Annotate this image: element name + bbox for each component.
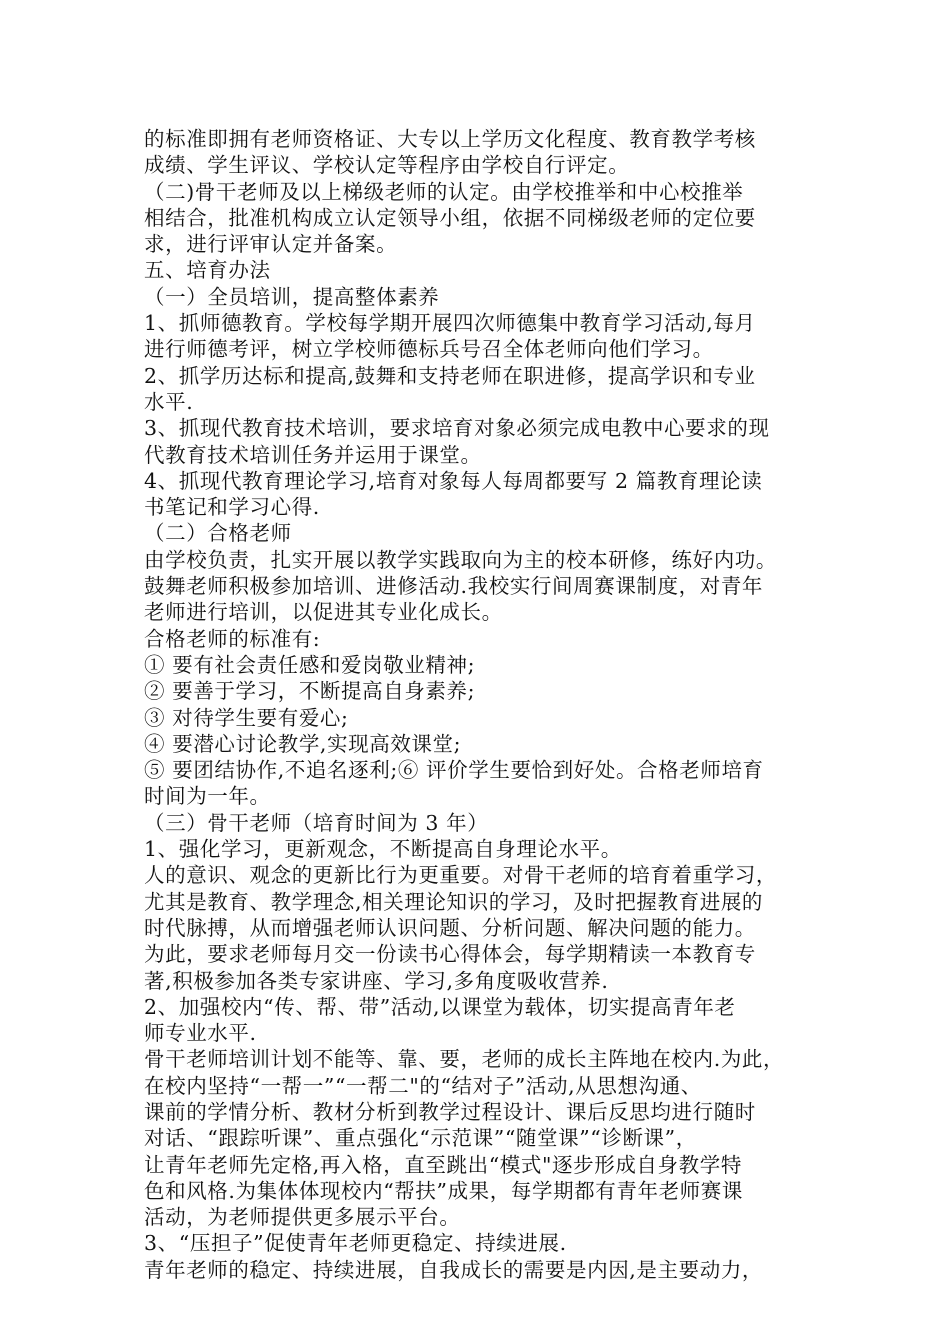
text-line: 的标准即拥有老师资格证、大专以上学历文化程度、教育教学考核: [144, 127, 756, 151]
text-line: 时间为一年。: [144, 784, 271, 809]
text-line: ⑤ 要团结协作,不追名逐利;⑥ 评价学生要恰到好处。合格老师培育: [144, 758, 764, 783]
text-line: 3、“压担子”促使青年老师更稳定、持续进展.: [144, 1231, 567, 1256]
text-line: （一）全员培训，提高整体素养: [144, 284, 440, 309]
text-line: 相结合，批准机构成立认定领导小组，依据不同梯级老师的定位要: [144, 205, 756, 230]
text-line: 活动，为老师提供更多展示平台。: [144, 1205, 461, 1230]
text-line: 尤其是教育、教学理念,相关理论知识的学习，及时把握教育进展的: [144, 889, 764, 914]
text-line: （二）合格老师: [144, 521, 292, 546]
text-line: 鼓舞老师积极参加培训、进修活动.我校实行间周赛课制度，对青年: [144, 574, 764, 599]
text-line: 青年老师的稳定、持续进展，自我成长的需要是内因,是主要动力，: [144, 1257, 764, 1282]
text-line: 成绩、学生评议、学校认定等程序由学校自行评定。: [144, 153, 630, 178]
text-line: （二)骨干老师及以上梯级老师的认定。由学校推举和中心校推举: [144, 179, 744, 204]
text-line: 1、强化学习，更新观念，不断提高自身理论水平。: [144, 837, 622, 862]
document-body: [144, 126, 824, 1283]
text-line: 人的意识、观念的更新比行为更重要。对骨干老师的培育着重学习，: [144, 863, 777, 888]
text-line: ④ 要潜心讨论教学,实现高效课堂;: [144, 731, 462, 756]
text-line: ① 要有社会责任感和爱岗敬业精神;: [144, 652, 476, 677]
text-line: 4、抓现代教育理论学习,培育对象每人每周都要写 2 篇教育理论读: [144, 468, 763, 493]
text-line: 求，进行评审认定并备案。: [144, 232, 398, 257]
text-line: 进行师德考评，树立学校师德标兵号召全体老师向他们学习。: [144, 337, 714, 362]
text-line: 1、抓师德教育。学校每学期开展四次师德集中教育学习活动,每月: [144, 311, 756, 336]
text-line: 让青年老师先定格,再入格，直至跳出“模式"逐步形成自身教学特: [144, 1152, 742, 1177]
text-line: 著,积极参加各类专家讲座、学习,多角度吸收营养.: [144, 968, 609, 993]
text-line: 对话、“跟踪听课”、重点强化“示范课”“随堂课”“诊断课”，: [144, 1126, 697, 1151]
text-line: （三）骨干老师（培育时间为 3 年）: [144, 810, 489, 835]
text-line: 骨干老师培训计划不能等、靠、要，老师的成长主阵地在校内.为此，: [144, 1047, 785, 1072]
text-line: 合格老师的标准有:: [144, 626, 321, 651]
text-line: 师专业水平.: [144, 1021, 257, 1046]
text-line: 五、培育办法: [144, 258, 271, 283]
text-line: 2、加强校内“传、帮、带”活动,以课堂为载体，切实提高青年老: [144, 994, 736, 1019]
text-line: 在校内坚持“一帮一”“一帮二"的“结对子”活动,从思想沟通、: [144, 1073, 702, 1098]
text-line: 2、抓学历达标和提高,鼓舞和支持老师在职进修，提高学识和专业: [144, 363, 756, 388]
text-line: ③ 对待学生要有爱心;: [144, 705, 349, 730]
text-line: 书笔记和学习心得.: [144, 495, 320, 520]
text-line: ② 要善于学习，不断提高自身素养;: [144, 679, 476, 704]
text-line: 课前的学情分析、教材分析到教学过程设计、课后反思均进行随时: [144, 1099, 756, 1124]
text-line: 色和风格.为集体体现校内“帮扶”成果，每学期都有青年老师赛课: [144, 1178, 743, 1203]
text-line: 代教育技术培训任务并运用于课堂。: [144, 442, 482, 467]
text-line: 时代脉搏，从而增强老师认识问题、分析问题、解决问题的能力。: [144, 915, 756, 940]
text-line: 由学校负责，扎实开展以教学实践取向为主的校本研修，练好内功。: [144, 547, 777, 572]
text-line: 3、抓现代教育技术培训，要求培育对象必须完成电教中心要求的现: [144, 416, 770, 441]
text-line: 老师进行培训，以促进其专业化成长。: [144, 600, 503, 625]
text-line: 水平.: [144, 389, 194, 414]
text-line: 为此，要求老师每月交一份读书心得体会，每学期精读一本教育专: [144, 942, 756, 967]
